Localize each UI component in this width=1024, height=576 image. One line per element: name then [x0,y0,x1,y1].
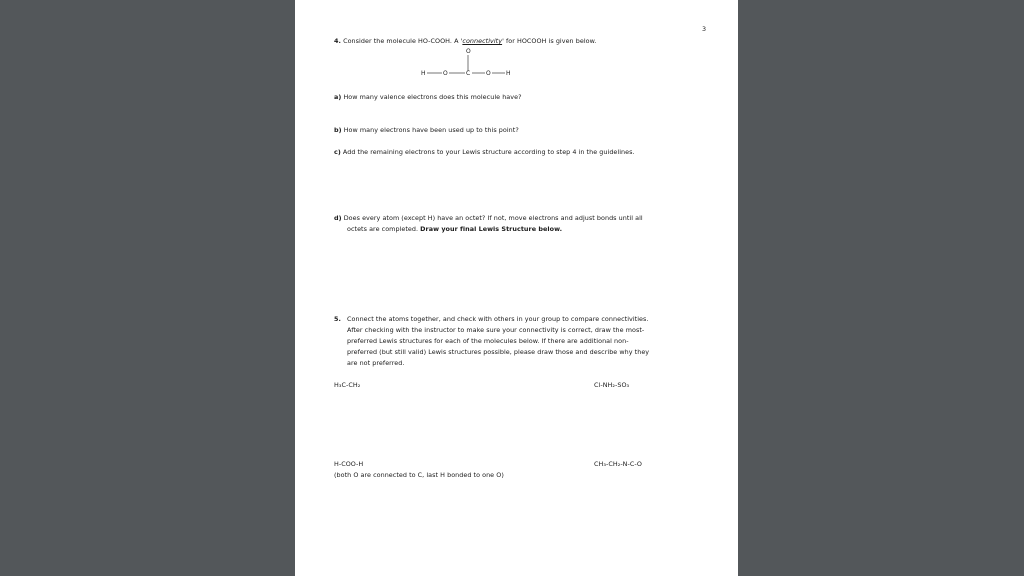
page-number: 3 [702,25,707,33]
q4b-label: b) [334,126,342,134]
q4d-label: d) [334,214,342,222]
molecule-ch3-ch2-n-c-o: CH₃-CH₂-N-C-O [594,460,642,468]
hocooh-connectivity-diagram [417,45,517,79]
q4d-line1 [334,213,643,224]
q5-line-2: After checking with the instructor to make sure your connectivity is correct, draw the most- [347,326,645,334]
q5-line-4: preferred (but still valid) Lewis structures possible, please draw those and describe why they [347,348,650,356]
q4d-bold-instruction: Draw your final Lewis Structure below. [420,225,563,233]
mol-atom-o1: O [443,70,448,77]
q5-line-5: are not preferred. [347,359,405,367]
q4d-text-line2: octets are completed. [347,225,421,233]
q4b [334,125,519,136]
q4-number: 4. [334,37,341,45]
molecule-cl-nh2-so3: Cl-NH₂-SO₃ [594,381,630,389]
mol-top-oxygen: O [466,48,471,55]
q4b-text: How many electrons have been used up to this point? [343,126,519,134]
q4c-label: c) [334,148,341,156]
q5-line-1: Connect the atoms together, and check with others in your group to compare connectivities. [347,315,649,323]
q4-intro-link: connectivity [462,37,503,45]
q4d-text-line1: Does every atom (except H) have an octet? If not, move electrons and adjust bonds until all [343,214,643,222]
molecule-h-coo-h: H-COO-H [334,460,364,468]
mol-atom-h1: H [421,70,426,77]
molecule-h3c-ch2: H₃C-CH₂ [334,381,361,389]
q4c [334,147,635,158]
q4a [334,92,522,103]
q4-intro-after: ' for HOCOOH is given below. [502,37,597,45]
q4a-text: How many valence electrons does this molecule have? [343,93,522,101]
q4c-text: Add the remaining electrons to your Lewis structure according to step 4 in the guidelines. [342,148,635,156]
q4d-line2 [347,224,562,235]
molecule-h-coo-h-note: (both O are connected to C, last H bonded to one O) [334,471,504,479]
mol-atom-h2: H [506,70,511,77]
q4-intro-before: Consider the molecule HO-COOH. A ' [343,37,463,45]
document-page [295,0,738,576]
mol-atom-c: C [466,70,471,77]
q4a-label: a) [334,93,342,101]
q5-number: 5. [334,315,341,323]
mol-atom-o2: O [486,70,491,77]
q5-line-3: preferred Lewis structures for each of the molecules below. If there are additional non- [347,337,629,345]
